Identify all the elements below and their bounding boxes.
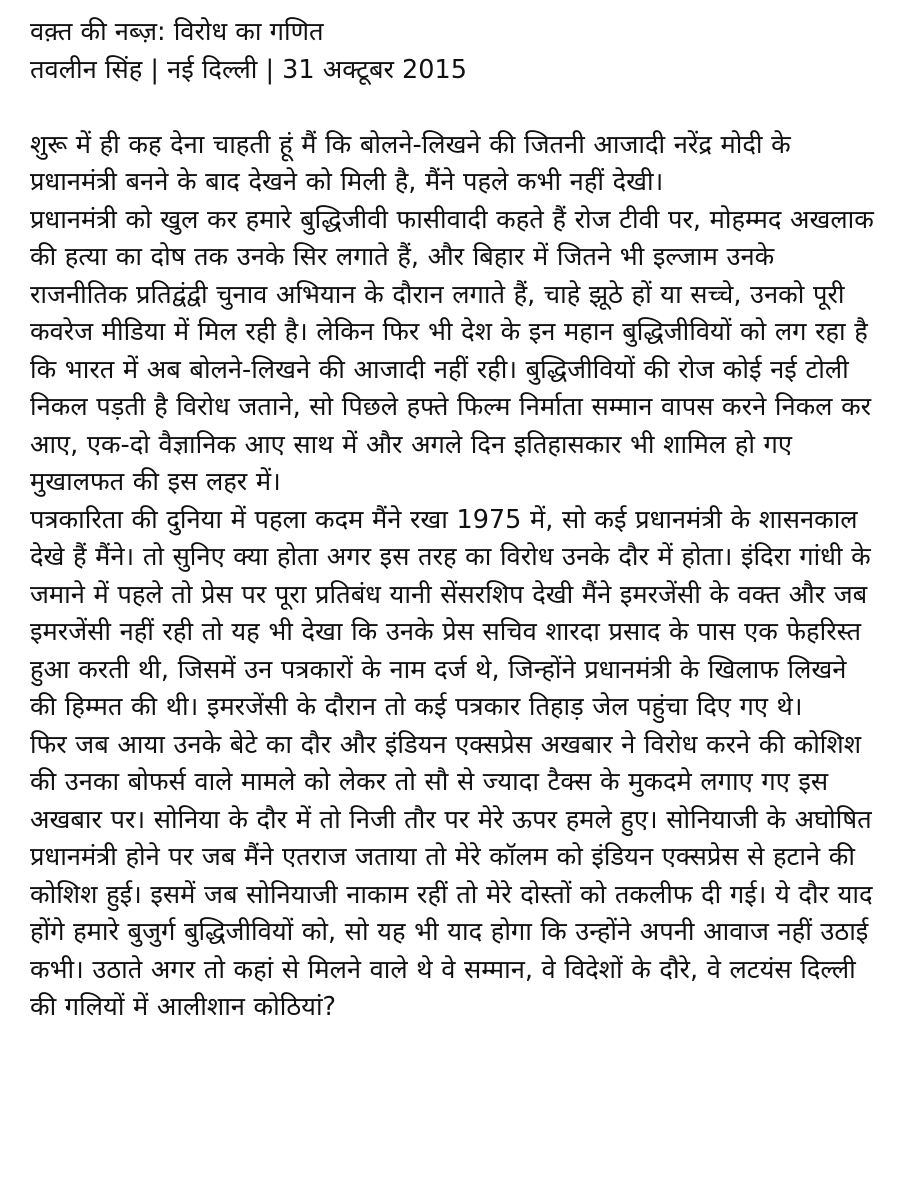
article-paragraph: शुरू में ही कह देना चाहती हूं मैं कि बोलने-लिखने की जितनी आजादी नरेंद्र मोदी के प्रधानमंत्री बनने के बाद देखने को मिली है, मैंने पहले कभी नहीं देखी। bbox=[30, 129, 791, 197]
article bbox=[30, 14, 878, 1027]
article-title: वक़्त की नब्ज़: विरोध का गणित bbox=[30, 17, 324, 47]
article-paragraph: फिर जब आया उनके बेटे का दौर और इंडियन एक्सप्रेस अखबार ने विरोध करने की कोशिश की उनका बोफर्स वाले मामले को लेकर तो सौ से ज्यादा टैक्स के मुकदमे लगाए गए इस अखबार पर। सोनिया के दौर में तो निजी तौर पर मेरे ऊपर हमले हुए। सोनियाजी के अघोषित प्रधानमंत्री होने पर जब मैंने एतराज जताया तो मेरे कॉलम को इंडियन एक्सप्रेस से हटाने की कोशिश हुई। इसमें जब सोनियाजी नाकाम रहीं तो मेरे दोस्तों को तकलीफ दी गई। ये दौर याद होंगे हमारे बुजुर्ग बुद्धिजीवियों को, सो यह भी याद होगा कि उन्होंने अपनी आवाज नहीं उठाई कभी। उठाते अगर तो कहां से मिलने वाले थे वे सम्मान, वे विदेशों के दौरे, वे लटयंस दिल्ली की गलियों में आलीशान कोठियां? bbox=[30, 729, 873, 1022]
article-paragraph: प्रधानमंत्री को खुल कर हमारे बुद्धिजीवी फासीवादी कहते हैं रोज टीवी पर, मोहम्मद अखलाक की हत्या का दोष तक उनके सिर लगाते हैं, और बिहार में जितने भी इल्जाम उनके राजनीतिक प्रतिद्वंद्वी चुनाव अभियान के दौरान लगाते हैं, चाहे झूठे हों या सच्चे, उनको पूरी कवरेज मीडिया में मिल रही है। लेकिन फिर भी देश के इन महान बुद्धिजीवियों को लग रहा है कि भारत में अब बोलने-लिखने की आजादी नहीं रही। बुद्धिजीवियों की रोज कोई नई टोली निकल पड़ती है विरोध जताने, सो पिछले हफ्ते फिल्म निर्माता सम्मान वापस करने निकल कर आए, एक-दो वैज्ञानिक आए साथ में और अगले दिन इतिहासकार भी शामिल हो गए मुखालफत की इस लहर में। bbox=[30, 204, 874, 497]
article-paragraph: पत्रकारिता की दुनिया में पहला कदम मैंने रखा 1975 में, सो कई प्रधानमंत्री के शासनकाल देखे हैं मैंने। तो सुनिए क्या होता अगर इस तरह का विरोध उनके दौर में होता। इंदिरा गांधी के जमाने में पहले तो प्रेस पर पूरा प्रतिबंध यानी सेंसरशिप देखी मैंने इमरजेंसी के वक्त और जब इमरजेंसी नहीं रही तो यह भी देखा कि उनके प्रेस सचिव शारदा प्रसाद के पास एक फेहरिस्त हुआ करती थी, जिसमें उन पत्रकारों के नाम दर्ज थे, जिन्होंने प्रधानमंत्री के खिलाफ लिखने की हिम्मत की थी। इमरजेंसी के दौरान तो कई पत्रकार तिहाड़ जेल पहुंचा दिए गए थे। bbox=[30, 504, 871, 722]
title-spacer bbox=[30, 89, 878, 127]
article-byline: तवलीन सिंह | नई दिल्ली | 31 अक्टूबर 2015 bbox=[30, 54, 467, 85]
